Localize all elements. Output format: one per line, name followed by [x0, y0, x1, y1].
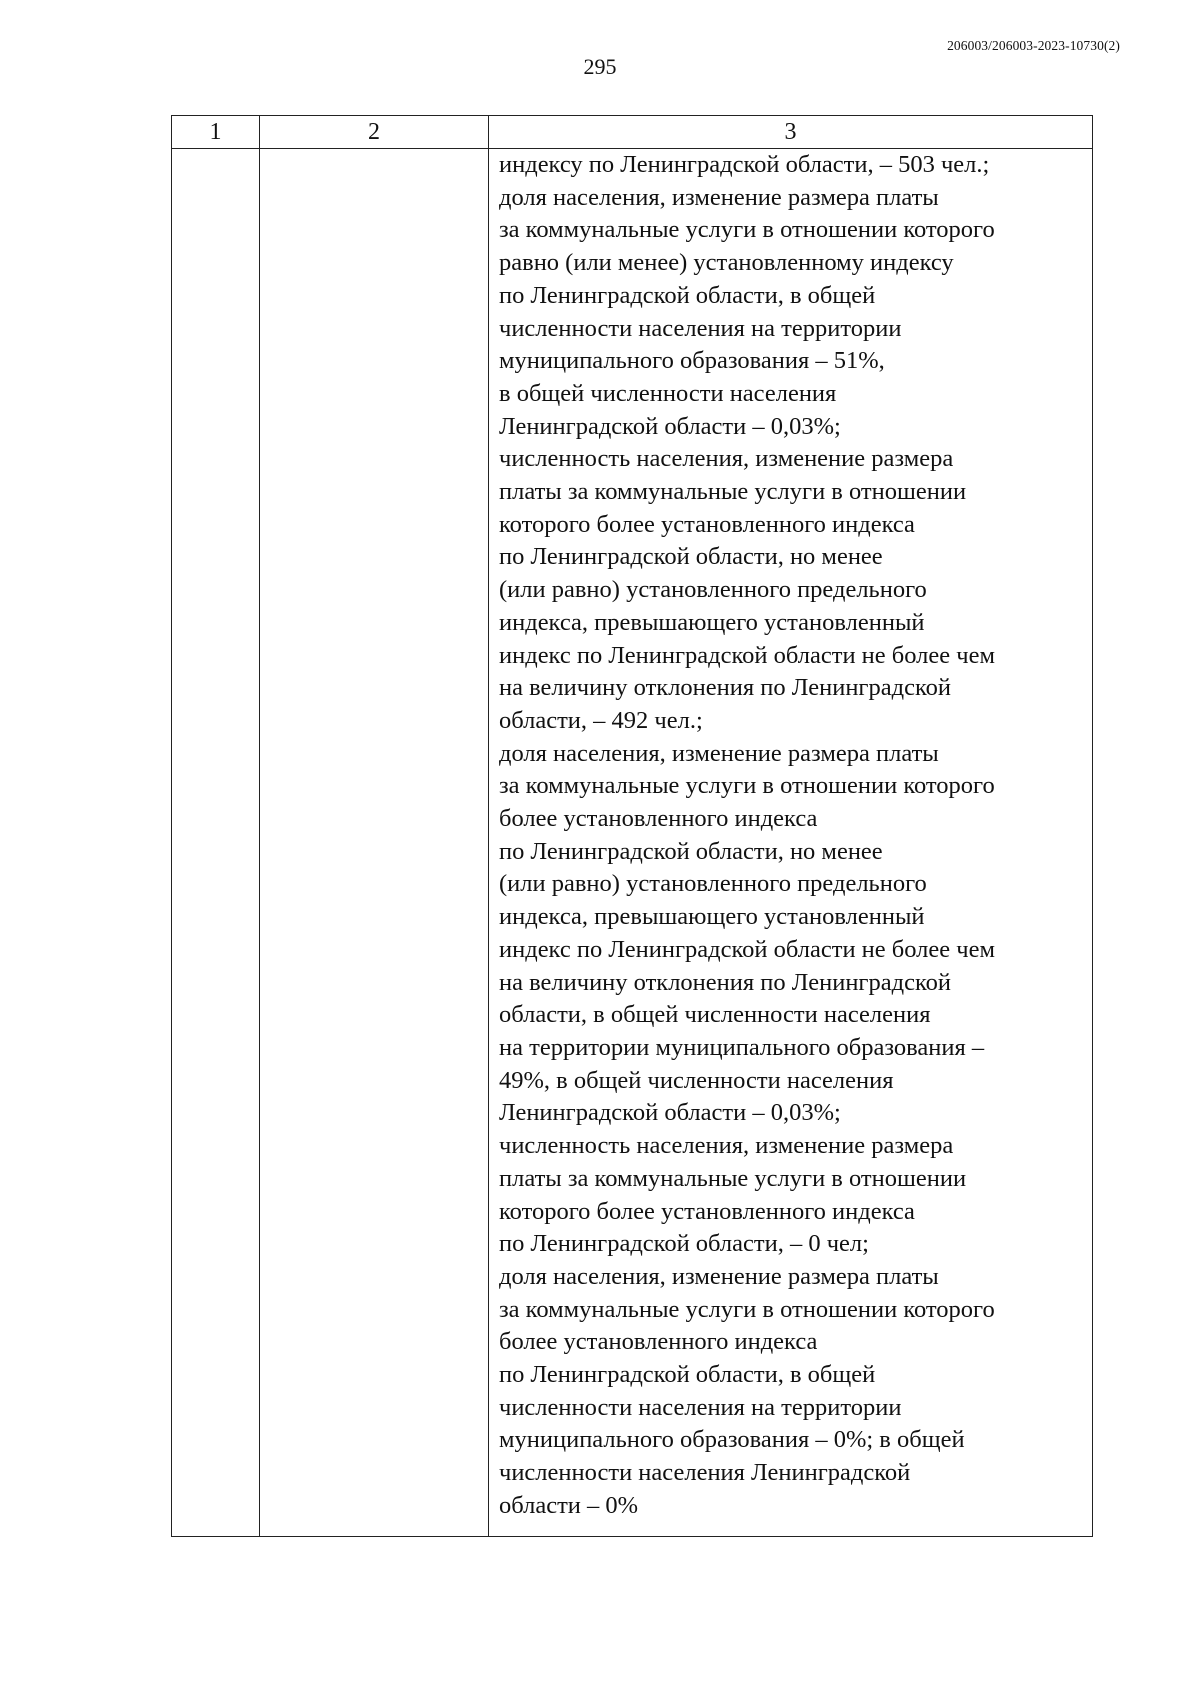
- table-cell-col1: [172, 149, 260, 1537]
- text-line: по Ленинградской области, но менее: [499, 837, 883, 865]
- text-line: индексу по Ленинградской области, – 503 чел.;: [499, 151, 990, 178]
- text-line: более установленного индекса: [499, 1328, 818, 1356]
- text-line: численность населения, изменение размера: [499, 1132, 954, 1160]
- text-line: индекса, превышающего установленный: [499, 608, 925, 636]
- text-line: за коммунальные услуги в отношении которого: [499, 1295, 995, 1323]
- table-cell-col3: [489, 149, 1093, 1537]
- text-line: области, в общей численности населения: [499, 1001, 931, 1029]
- text-line: за коммунальные услуги в отношении которого: [499, 216, 995, 244]
- text-line: платы за коммунальные услуги в отношении: [499, 478, 967, 506]
- cell-text-block: [489, 149, 1092, 1523]
- text-line: равно (или менее) установленному индексу: [499, 249, 954, 277]
- text-line: доля населения, изменение размера платы: [499, 739, 939, 767]
- text-line: на территории муниципального образования –: [499, 1033, 985, 1061]
- document-table: [171, 115, 1093, 1537]
- page-number: 295: [583, 54, 617, 79]
- table-header-row: [172, 116, 1093, 149]
- text-line: области, – 492 чел.;: [499, 706, 703, 734]
- column-header-1: 1: [172, 116, 260, 149]
- text-line: численности населения на территории: [499, 1393, 902, 1421]
- table-row: [172, 149, 1093, 1537]
- text-line: (или равно) установленного предельного: [499, 576, 927, 604]
- text-line: которого более установленного индекса: [499, 1197, 915, 1225]
- text-line: численность населения, изменение размера: [499, 445, 954, 473]
- text-line: на величину отклонения по Ленинградской: [499, 968, 951, 996]
- text-line: 49%, в общей численности населения: [499, 1066, 894, 1094]
- text-line: муниципального образования – 51%,: [499, 347, 885, 375]
- text-line: платы за коммунальные услуги в отношении: [499, 1164, 967, 1192]
- text-line: численности населения Ленинградской: [499, 1459, 911, 1487]
- text-line: по Ленинградской области, в общей: [499, 1361, 876, 1389]
- text-line: доля населения, изменение размера платы: [499, 1262, 939, 1290]
- text-line: по Ленинградской области, но менее: [499, 543, 883, 571]
- text-line: по Ленинградской области, в общей: [499, 281, 876, 309]
- text-line: индекса, превышающего установленный: [499, 903, 925, 931]
- text-line: за коммунальные услуги в отношении которого: [499, 772, 995, 800]
- column-header-3: 3: [489, 116, 1093, 149]
- text-line: Ленинградской области – 0,03%;: [499, 412, 841, 440]
- text-line: индекс по Ленинградской области не более чем: [499, 935, 995, 963]
- text-line: численности населения на территории: [499, 314, 902, 342]
- text-line: муниципального образования – 0%; в общей: [499, 1426, 965, 1454]
- table-cell-col2: [260, 149, 489, 1537]
- text-line: более установленного индекса: [499, 805, 818, 833]
- text-line: доля населения, изменение размера платы: [499, 183, 939, 211]
- text-line: (или равно) установленного предельного: [499, 870, 927, 898]
- text-line: в общей численности населения: [499, 379, 837, 407]
- text-line: Ленинградской области – 0,03%;: [499, 1099, 841, 1127]
- text-line: индекс по Ленинградской области не более чем: [499, 641, 995, 669]
- column-header-2: 2: [260, 116, 489, 149]
- text-line: которого более установленного индекса: [499, 510, 915, 538]
- text-line: области – 0%: [499, 1491, 639, 1519]
- document-id: 206003/206003-2023-10730(2): [947, 38, 1120, 53]
- text-line: на величину отклонения по Ленинградской: [499, 674, 951, 702]
- text-line: по Ленинградской области, – 0 чел;: [499, 1230, 869, 1258]
